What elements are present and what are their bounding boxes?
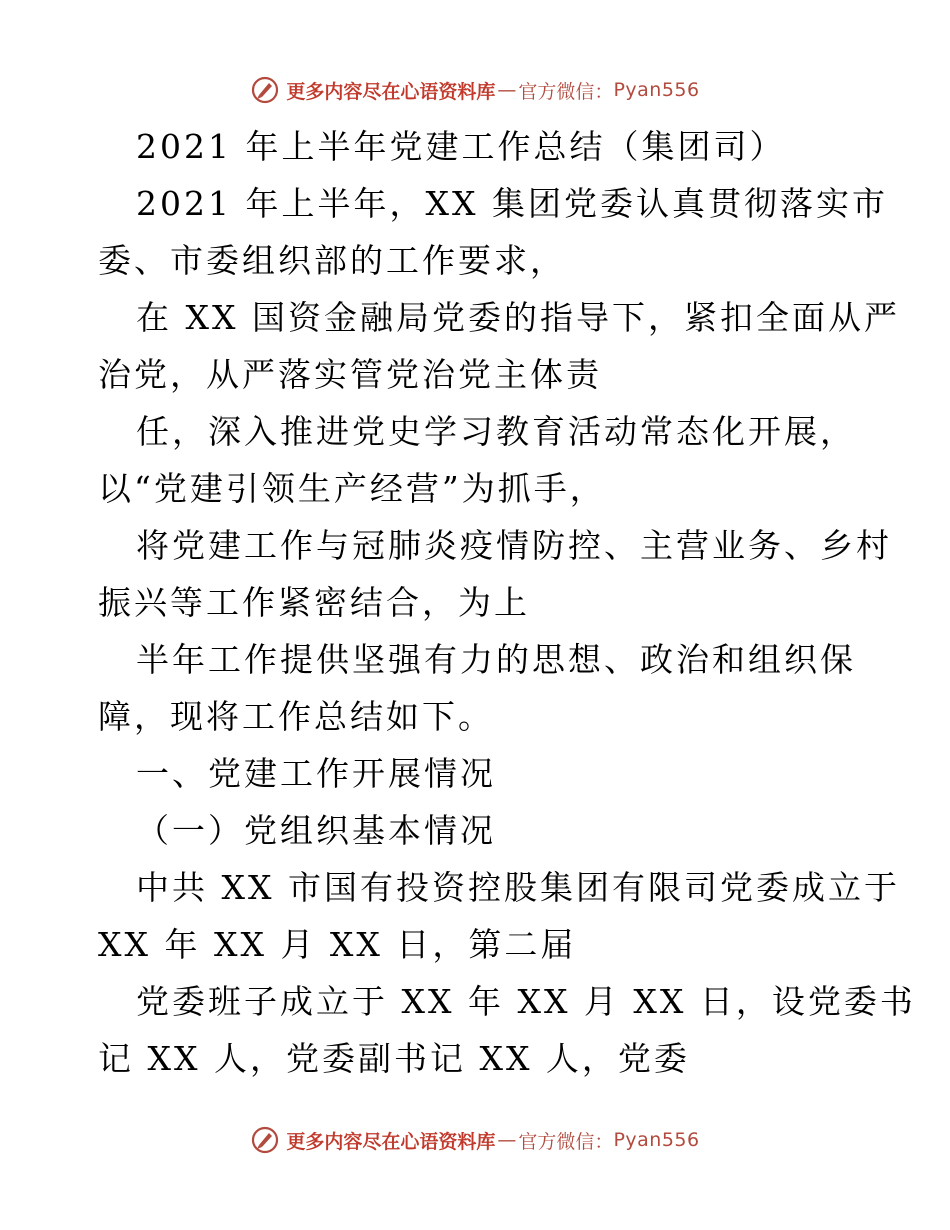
text-line: 振兴等工作紧密结合，为上 bbox=[98, 583, 530, 622]
watermark-brand: 更多内容尽在心语资料库 bbox=[286, 1130, 496, 1153]
text-line: 障，现将工作总结如下。 bbox=[98, 697, 494, 736]
text-line: 党委班子成立于 XX 年 XX 月 XX 日，设党委书 bbox=[136, 982, 916, 1021]
footer-watermark bbox=[0, 1120, 950, 1160]
text-line: 半年工作提供坚强有力的思想、政治和组织保 bbox=[136, 640, 856, 679]
watermark-dash: — bbox=[497, 1129, 517, 1151]
text-line: 委、市委组织部的工作要求， bbox=[98, 241, 566, 280]
text-line: 治党，从严落实管党治党主体责 bbox=[98, 355, 602, 394]
header-watermark bbox=[0, 70, 950, 110]
text-line: 以“党建引领生产经营”为抓手， bbox=[98, 469, 606, 508]
text-line: 一、党建工作开展情况 bbox=[136, 754, 496, 793]
watermark-logo-icon bbox=[250, 75, 280, 105]
document-title: 2021 年上半年党建工作总结（集团司） bbox=[136, 127, 786, 166]
watermark-wechat-id: Pyan556 bbox=[613, 79, 700, 101]
document-body bbox=[98, 118, 916, 1087]
text-line: 将党建工作与冠肺炎疫情防控、主营业务、乡村 bbox=[136, 526, 892, 565]
watermark-brand: 更多内容尽在心语资料库 bbox=[286, 80, 496, 103]
watermark-dash: — bbox=[497, 79, 517, 101]
text-line: XX 年 XX 月 XX 日，第二届 bbox=[98, 925, 577, 964]
text-line: 在 XX 国资金融局党委的指导下，紧扣全面从严 bbox=[136, 298, 900, 337]
text-line: 记 XX 人，党委副书记 XX 人，党委 bbox=[98, 1039, 690, 1078]
text-line: 中共 XX 市国有投资控股集团有限司党委成立于 bbox=[136, 868, 900, 907]
text-line: （一）党组织基本情况 bbox=[136, 811, 496, 850]
watermark-official-label: 官方微信： bbox=[518, 80, 614, 103]
text-line: 2021 年上半年，XX 集团党委认真贯彻落实市 bbox=[136, 184, 888, 223]
watermark-logo-icon bbox=[250, 1125, 280, 1155]
watermark-wechat-id: Pyan556 bbox=[613, 1129, 700, 1151]
text-line: 任，深入推进党史学习教育活动常态化开展， bbox=[136, 412, 856, 451]
watermark-official-label: 官方微信： bbox=[518, 1130, 614, 1153]
